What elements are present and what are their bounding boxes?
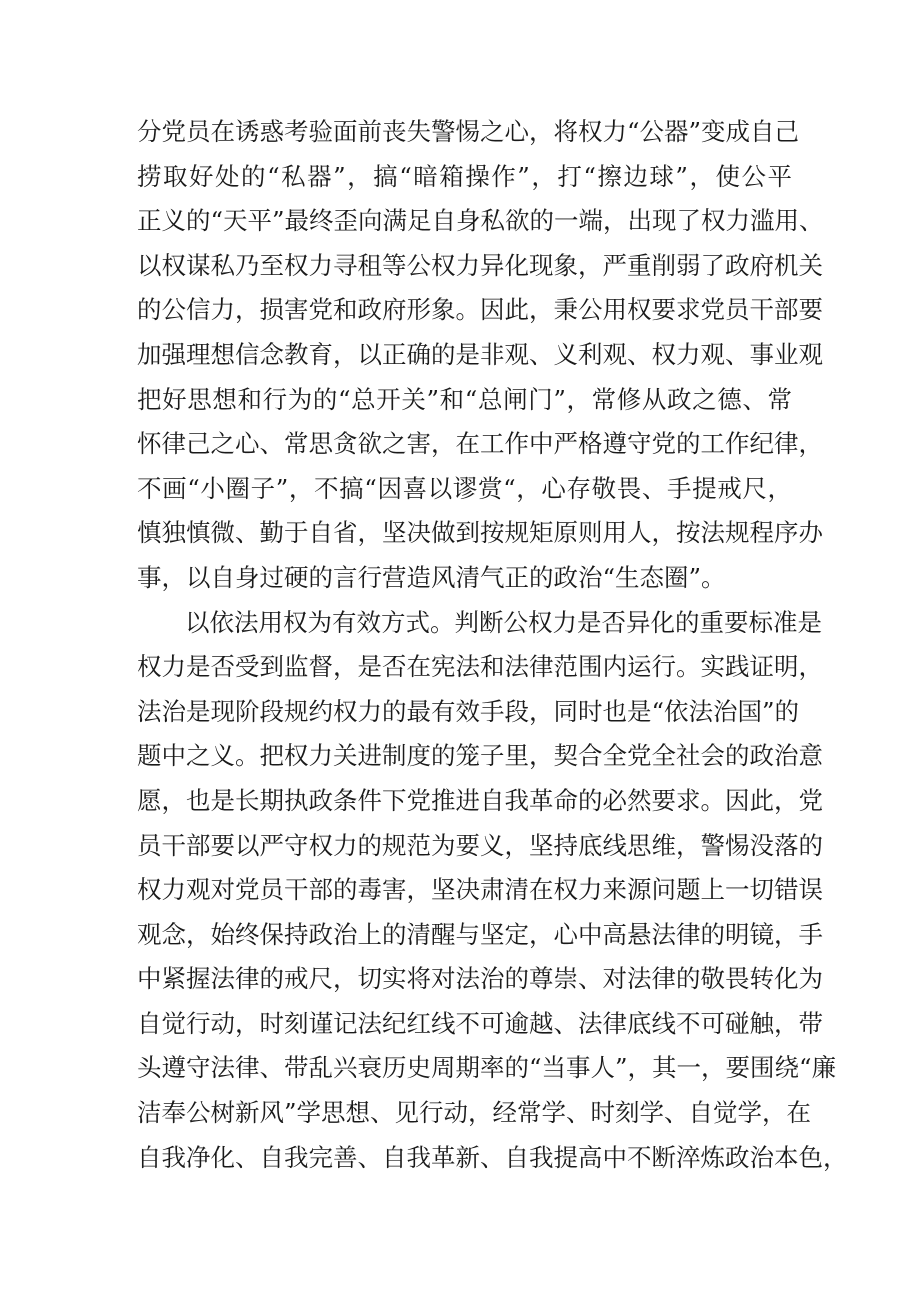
text-line: 愿，也是长期执政条件下党推进自我革命的必然要求。因此，党	[137, 785, 823, 815]
text-line: 观念，始终保持政治上的清醒与坚定，心中高悬法律的明镜，手	[137, 919, 823, 949]
text-line: 把好思想和行为的“总开关”和“总闸门”，常修从政之德、常	[137, 384, 792, 414]
text-line: 以权谋私乃至权力寻租等公权力异化现象，严重削弱了政府机关	[137, 250, 823, 280]
text-line: 中紧握法律的戒尺，切实将对法治的尊崇、对法律的敬畏转化为	[137, 964, 823, 994]
text-line: 正义的“天平”最终歪向满足自身私欲的一端，出现了权力滥用、	[137, 206, 824, 236]
paragraph-1	[137, 110, 824, 601]
paragraph-2	[137, 601, 848, 1181]
body-text	[137, 110, 848, 1180]
text-line: 怀律己之心、常思贪欲之害，在工作中严格遵守党的工作纪律，	[137, 429, 823, 459]
text-line: 题中之义。把权力关进制度的笼子里，契合全党全社会的政治意	[137, 741, 823, 771]
text-line: 权力观对党员干部的毒害，坚决肃清在权力来源问题上一切错误	[137, 875, 823, 905]
text-line: 洁奉公树新风”学思想、见行动，经常学、时刻学、自觉学，在	[137, 1098, 812, 1128]
text-line: 法治是现阶段规约权力的最有效手段，同时也是“依法治国”的	[137, 696, 800, 726]
text-line: 慎独慎微、勤于自省，坚决做到按规矩原则用人，按法规程序办	[137, 518, 823, 548]
text-line: 自觉行动，时刻谨记法纪红线不可逾越、法律底线不可碰触，带	[137, 1008, 823, 1038]
text-line: 权力是否受到监督，是否在宪法和法律范围内运行。实践证明，	[137, 652, 823, 682]
text-line: 以依法用权为有效方式。判断公权力是否异化的重要标准是	[185, 607, 822, 637]
text-line: 员干部要以严守权力的规范为要义，坚持底线思维，警惕没落的	[137, 830, 823, 860]
text-line: 捞取好处的“私器”，搞“暗箱操作”，打“擦边球”，使公平	[137, 161, 792, 191]
text-line: 自我净化、自我完善、自我革新、自我提高中不断淬炼政治本色，	[137, 1142, 848, 1172]
text-line: 加强理想信念教育，以正确的是非观、义利观、权力观、事业观	[137, 339, 823, 369]
text-line: 事，以自身过硬的言行营造风清气正的政治“生态圈”。	[137, 562, 726, 592]
text-line: 分党员在诱惑考验面前丧失警惕之心，将权力“公器”变成自己	[137, 117, 800, 146]
text-line: 的公信力，损害党和政府形象。因此，秉公用权要求党员干部要	[137, 295, 823, 325]
text-line: 不画“小圈子”，不搞“因喜以谬赏“，心存敬畏、手提戒尺，	[137, 473, 792, 503]
text-line: 头遵守法律、带乱兴衰历史周期率的“当事人”，其一，要围绕“廉	[137, 1053, 837, 1083]
